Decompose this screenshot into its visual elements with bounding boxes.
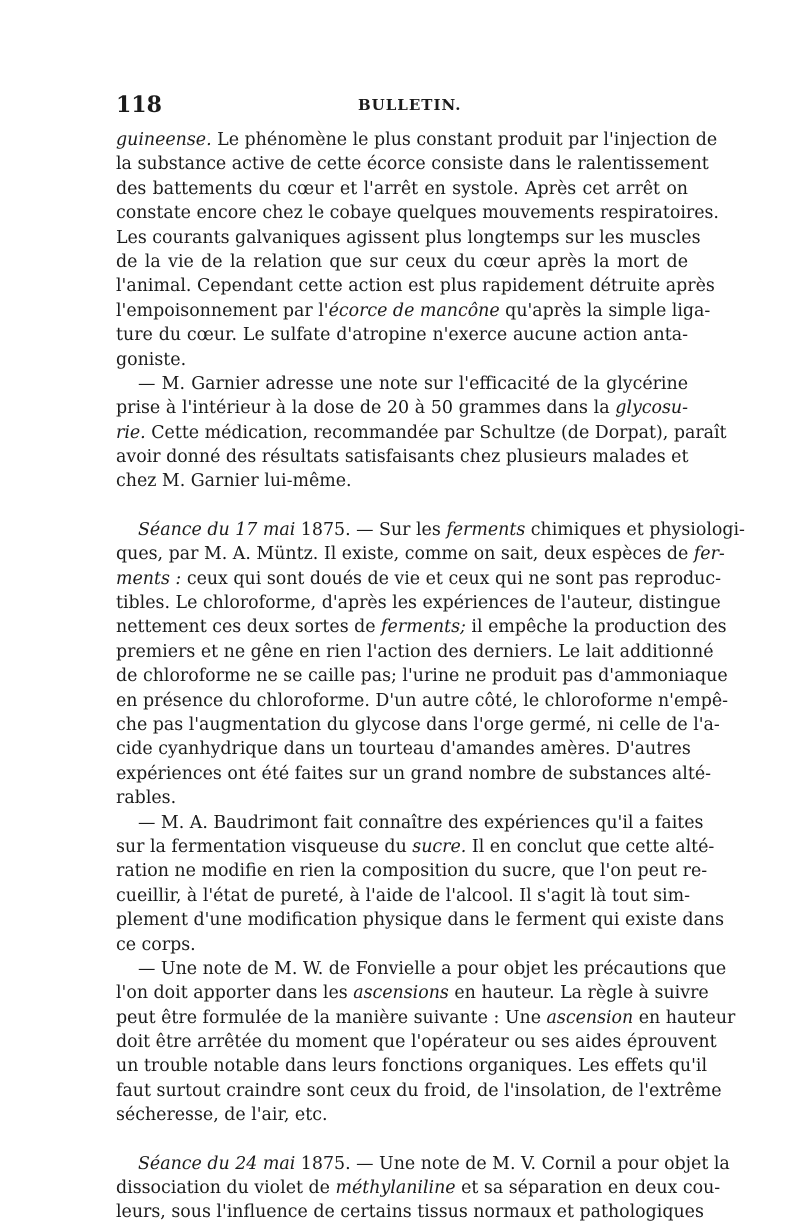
text-run: des battements du cœur et l'arrêt en systole. Après cet arrêt on — [116, 178, 688, 199]
text-run: goniste. — [116, 349, 187, 370]
paragraph-gap — [116, 1128, 688, 1152]
text-line — [116, 591, 721, 615]
text-run: un trouble notable dans leurs fonctions organiques. Les effets qu'il — [116, 1056, 708, 1077]
text-run: sur la fermentation visqueuse du — [116, 836, 413, 857]
italic-text: écorce de mancône — [328, 300, 500, 321]
text-line — [116, 664, 728, 688]
paragraph-gap — [116, 494, 688, 518]
text-run: ce corps. — [116, 934, 196, 955]
text-run: nettement ces deux sortes de — [116, 617, 382, 638]
text-run: peut être formulée de la manière suivante : Une — [116, 1007, 547, 1028]
text-line — [116, 640, 714, 664]
text-run: expériences ont été faites sur un grand nombre de substances alté- — [116, 763, 712, 784]
text-line — [116, 762, 712, 786]
text-line — [116, 201, 719, 225]
italic-text: méthylaniline — [335, 1178, 456, 1199]
text-run: en présence du chloroforme. D'un autre côté, le chloroforme n'empê- — [116, 690, 729, 711]
text-line — [116, 421, 727, 445]
text-line — [116, 372, 688, 396]
body-text — [116, 128, 745, 1225]
text-run: — M. A. Baudrimont fait connaître des expériences qu'il a faites — [138, 812, 704, 833]
text-run: Cette médication, recommandée par Schultze (de Dorpat), paraît — [145, 422, 727, 443]
italic-text: sucre. — [412, 836, 467, 857]
text-line — [116, 445, 688, 469]
text-run: doit être arrêtée du moment que l'opérateur ou ses aides éprouvent — [116, 1032, 717, 1053]
text-line — [116, 615, 727, 639]
page-header — [116, 92, 686, 122]
text-line — [116, 1006, 736, 1030]
text-line — [116, 713, 720, 737]
text-run: il empêche la production des — [465, 617, 727, 638]
text-run: tibles. Le chloroforme, d'après les expériences de l'auteur, distingue — [116, 593, 721, 614]
text-line — [116, 1030, 717, 1054]
text-run: de chloroforme ne se caille pas; l'urine ne produit pas d'ammoniaque — [116, 666, 728, 687]
text-run: la substance active de cette écorce consiste dans le ralentissement — [116, 154, 709, 175]
text-line — [116, 567, 721, 591]
italic-text: ferments — [446, 519, 526, 540]
text-line — [116, 542, 725, 566]
text-line — [116, 518, 745, 542]
text-run: l'animal. Cependant cette action est plus rapidement détruite après — [116, 276, 715, 297]
text-run: avoir donné des résultats satisfaisants chez plusieurs malades et — [116, 447, 689, 468]
text-line — [116, 348, 688, 372]
text-run: 1875. — Sur les — [295, 519, 447, 540]
text-line — [116, 835, 715, 859]
text-run: cueillir, à l'état de pureté, à l'aide de l'alcool. Il s'agit là tout sim- — [116, 885, 690, 906]
text-run: leurs, sous l'influence de certains tissus normaux et pathologiques — [116, 1202, 704, 1223]
text-run: et sa séparation en deux cou- — [455, 1178, 721, 1199]
text-line — [116, 786, 688, 810]
text-line — [116, 859, 708, 883]
text-run: constate encore chez le cobaye quelques mouvements respiratoires. — [116, 203, 719, 224]
text-line — [116, 981, 709, 1005]
text-line — [116, 469, 688, 493]
text-run: prise à l'intérieur à la dose de 20 à 50 grammes dans la — [116, 398, 616, 419]
text-line — [116, 908, 725, 932]
text-line — [116, 1054, 708, 1078]
text-line — [116, 689, 729, 713]
text-line — [116, 250, 688, 274]
text-line — [116, 299, 711, 323]
running-head: BULLETIN. — [358, 96, 462, 114]
italic-text: ascension — [546, 1007, 634, 1028]
text-line — [116, 128, 718, 152]
text-run: en hauteur — [633, 1007, 736, 1028]
italic-text: ferments; — [381, 617, 466, 638]
text-run: cide cyanhydrique dans un tourteau d'amandes amères. D'autres — [116, 739, 691, 760]
text-run: Le phénomène le plus constant produit par l'injection de — [211, 130, 718, 150]
italic-text: guineense. — [116, 130, 212, 150]
text-run: Il en conclut que cette alté- — [466, 836, 715, 857]
text-line — [116, 1152, 730, 1176]
text-line — [116, 884, 688, 908]
text-run: en hauteur. La règle à suivre — [448, 983, 709, 1004]
text-line — [116, 1176, 721, 1200]
text-line — [116, 811, 704, 835]
text-run: — M. Garnier adresse une note sur l'efficacité de la glycérine — [138, 373, 688, 394]
text-line — [116, 957, 727, 981]
text-line — [116, 274, 715, 298]
text-line — [116, 177, 688, 201]
text-run: sécheresse, de l'air, etc. — [116, 1105, 328, 1126]
text-run: l'empoisonnement par l' — [116, 300, 329, 321]
text-run: che pas l'augmentation du glycose dans l'orge germé, ni celle de l'a- — [116, 714, 720, 735]
text-run: rables. — [116, 788, 177, 809]
text-line — [116, 1200, 704, 1224]
italic-text: Séance du 24 mai — [138, 1153, 296, 1174]
text-line — [116, 1103, 688, 1127]
italic-text: glycosu- — [615, 398, 688, 419]
text-run: ceux qui sont doués de vie et ceux qui ne sont pas reproduc- — [181, 568, 721, 589]
text-run: Les courants galvaniques agissent plus longtemps sur les muscles — [116, 227, 701, 248]
text-line — [116, 323, 688, 347]
text-run: plement d'une modification physique dans le ferment qui existe dans — [116, 910, 725, 931]
italic-text: fer- — [693, 544, 725, 565]
text-line — [116, 737, 691, 761]
text-run: chimiques et physiologi- — [525, 519, 745, 540]
text-line — [116, 396, 688, 420]
text-run: dissociation du violet de — [116, 1178, 336, 1199]
text-line — [116, 1079, 722, 1103]
italic-text: ments : — [116, 568, 182, 589]
page-number: 118 — [116, 92, 162, 118]
text-run: faut surtout craindre sont ceux du froid, de l'insolation, de l'extrême — [116, 1080, 722, 1101]
text-line — [116, 152, 709, 176]
text-run: ration ne modifie en rien la composition du sucre, que l'on peut re- — [116, 861, 708, 882]
text-run: — Une note de M. W. de Fonvielle a pour objet les précautions que — [138, 958, 727, 979]
text-run: ques, par M. A. Müntz. Il existe, comme on sait, deux espèces de — [116, 544, 694, 565]
italic-text: ascensions — [353, 983, 449, 1004]
text-run: ture du cœur. Le sulfate d'atropine n'exerce aucune action anta- — [116, 325, 688, 346]
text-run: chez M. Garnier lui-même. — [116, 471, 352, 492]
text-line — [116, 226, 701, 250]
text-run: 1875. — Une note de M. V. Cornil a pour objet la — [295, 1153, 730, 1174]
italic-text: Séance du 17 mai — [138, 519, 296, 540]
text-run: qu'après la simple liga- — [499, 300, 711, 321]
text-run: l'on doit apporter dans les — [116, 983, 354, 1004]
text-line — [116, 933, 688, 957]
italic-text: rie. — [116, 422, 146, 443]
text-run: de la vie de la relation que sur ceux du cœur après la mort de — [116, 251, 688, 272]
text-run: premiers et ne gêne en rien l'action des derniers. Le lait additionné — [116, 641, 714, 662]
